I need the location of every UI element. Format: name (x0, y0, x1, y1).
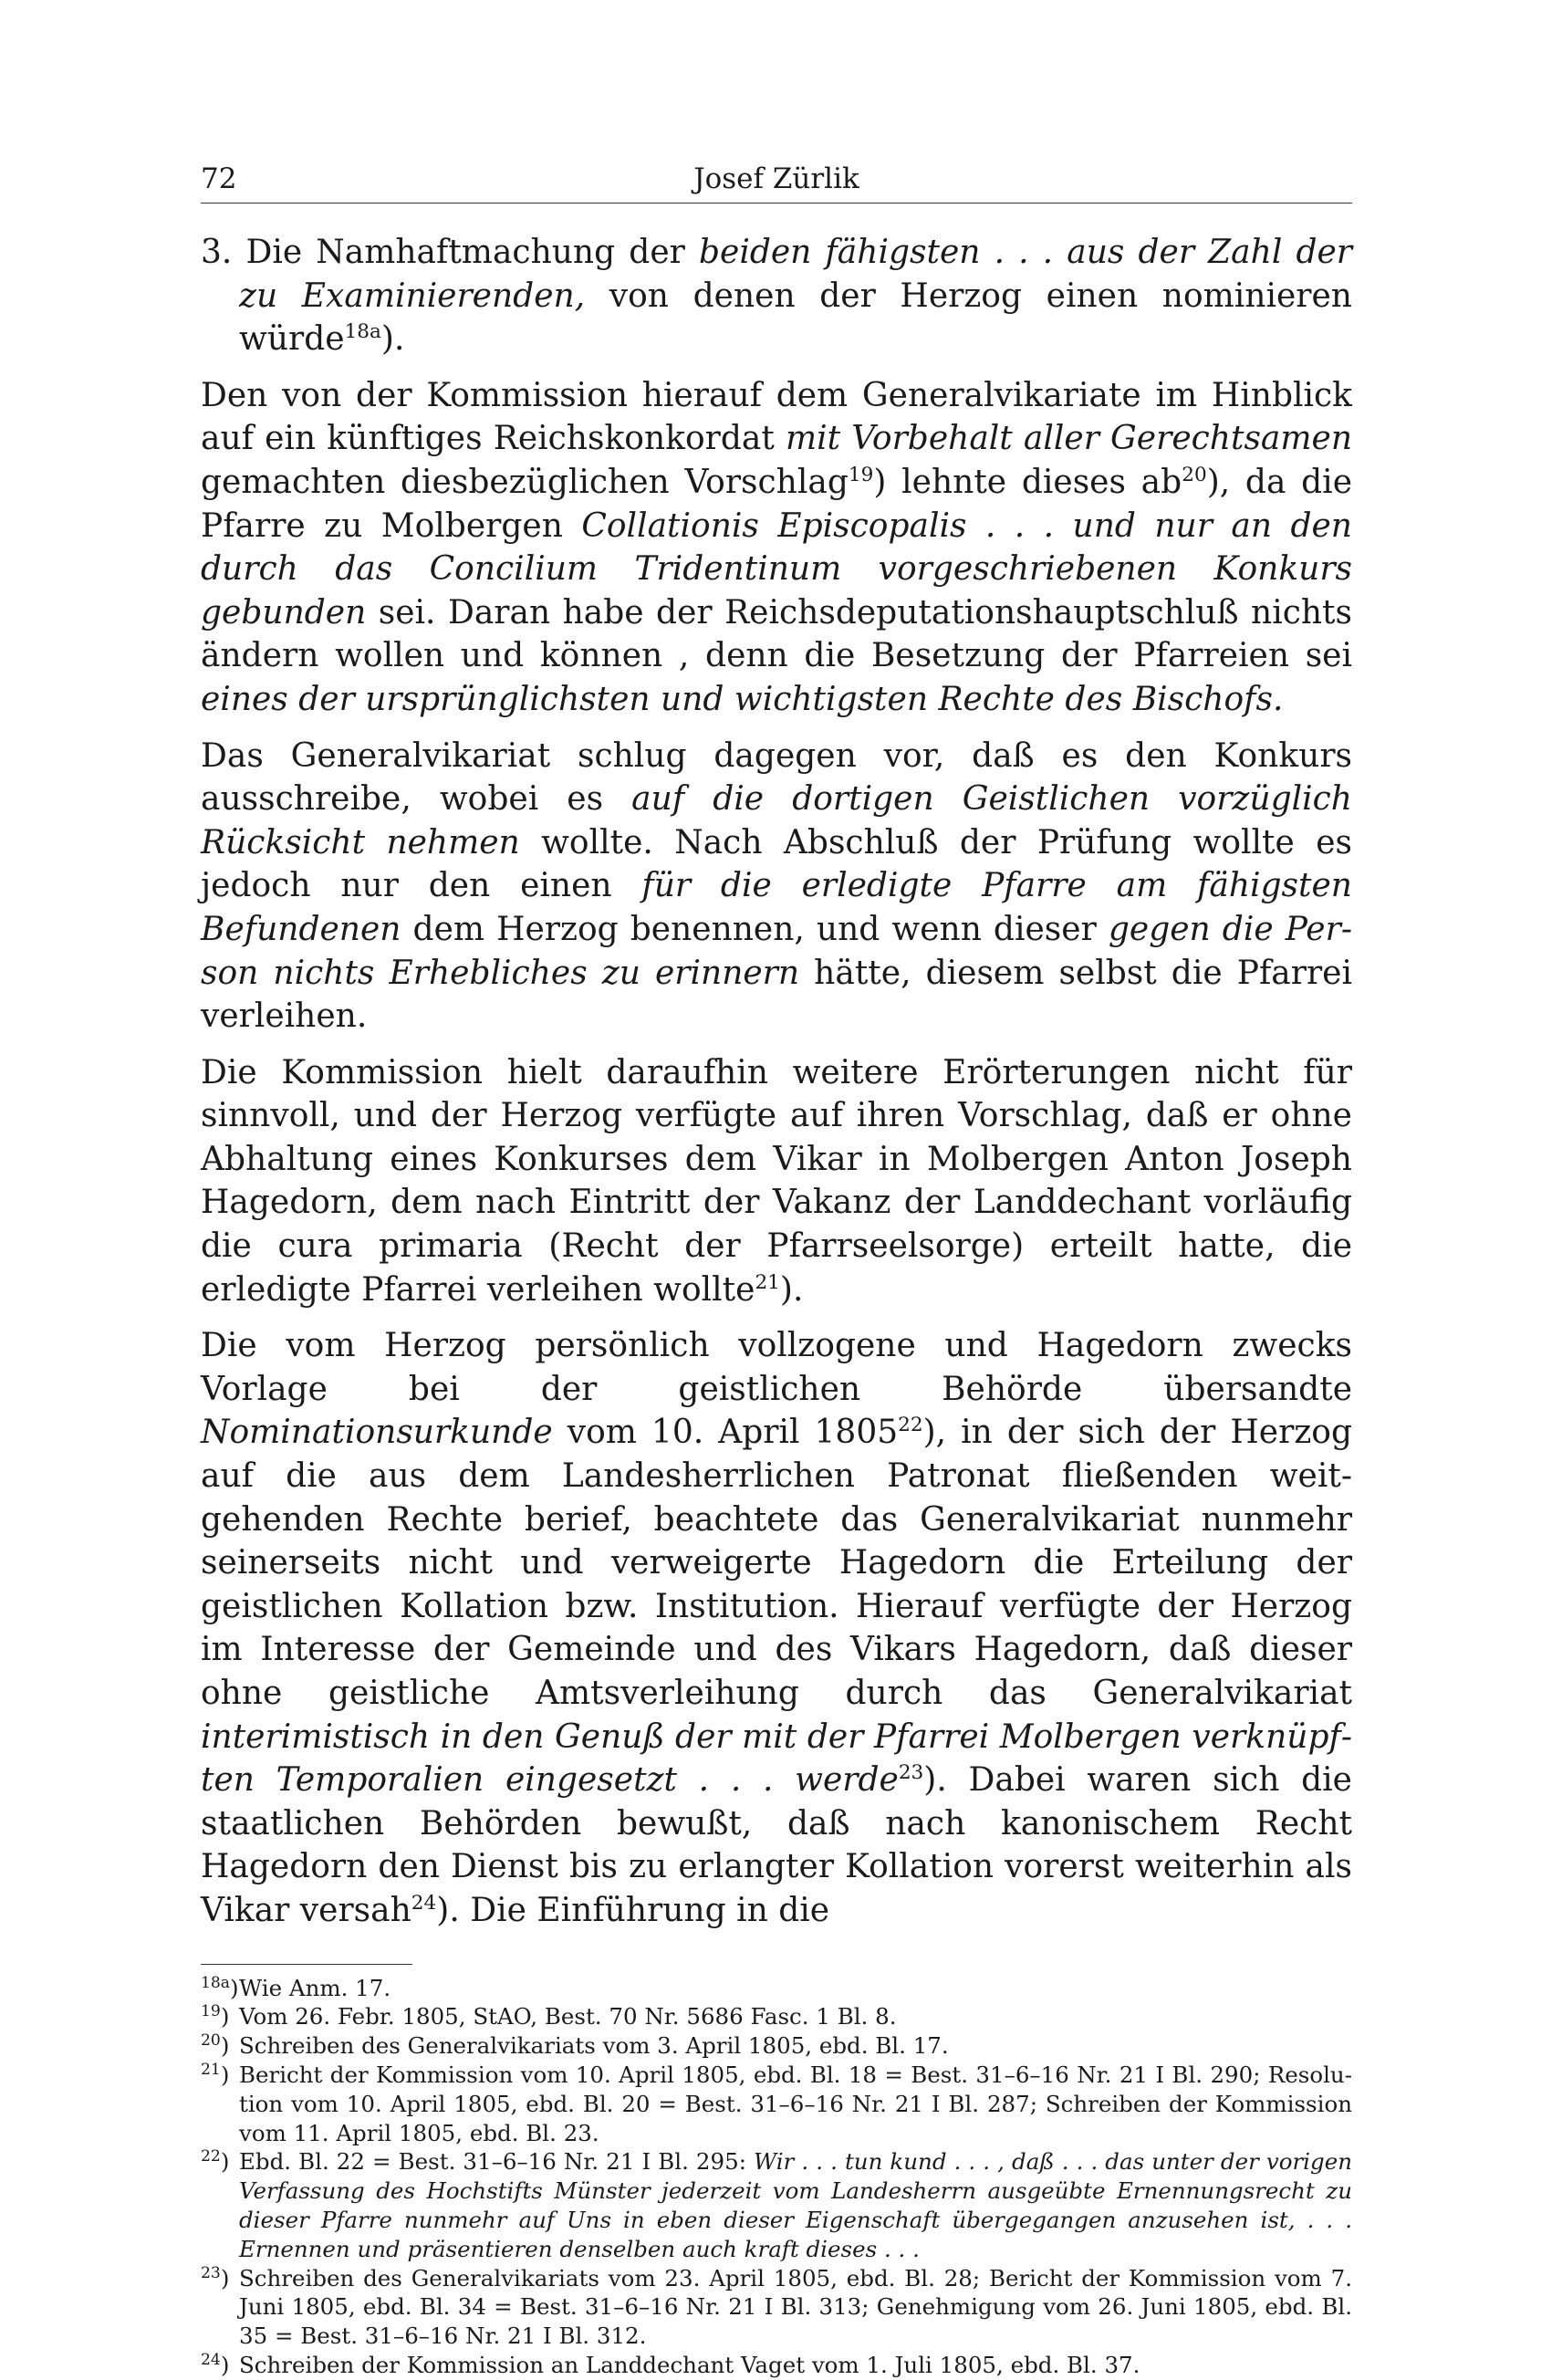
footnote-text (239, 2002, 1352, 2031)
footnote-ref: 23 (898, 1761, 924, 1785)
text-run: Vom 26. Febr. 1805, StAO, Best. 70 Nr. 5686 Fasc. 1 Bl. 8. (239, 2003, 897, 2030)
footnotes (201, 1974, 1352, 2380)
text-run: ). Die Einführung in die (436, 1891, 830, 1929)
text-run: Den von der Kommission hierauf dem Generalvikariate im Hinblick auf ein künftiges Reichskonkordat (201, 376, 1352, 458)
text-run: Das Generalvikariat schlug dagegen vor, daß es den Konkurs ausschreibe, wobei es (201, 736, 1352, 819)
text-run: Die vom Herzog persönlich vollzogene und Hagedorn zwecks Vorlage bei der geistlichen Behörde übersandte (201, 1327, 1352, 1408)
footnote-text (239, 2264, 1352, 2351)
footnote-mark: $^{19}$) (201, 2002, 230, 2030)
text-run: hätte, diesem selbst die Pfarrei verleihen. (201, 954, 1353, 1036)
text-run: Bericht der Kommission vom 10. April 1805, ebd. Bl. 18 = Best. 31–6–16 Nr. 21 I Bl. 290; Resolution vom 10. April 1805, ebd. Bl. 20 = Best. 31–6–16 Nr. 21 I Bl. 287; Schreiben der Kommission vom 11. April 1805, ebd. Bl. 23. (239, 2061, 1352, 2146)
italic-text: beiden fähigsten . . . aus der Zahl der zu Examinierenden, (239, 234, 1353, 315)
italic-text: auf die dortigen Geistlichen vorzüglich Rücksicht nehmen (201, 780, 1352, 861)
footnote-ref: 19 (848, 463, 874, 486)
footnote-mark: $^{21}$) (201, 2060, 230, 2088)
footnote-text (239, 2147, 1352, 2263)
footnote-text (239, 2351, 1352, 2380)
text-run: ). (380, 320, 405, 359)
footnote-number: 23 (201, 2263, 221, 2282)
text-run: Wie Anm. 17. (239, 1974, 391, 2001)
text-run: Die Kommission hielt daraufhin weitere Erörterungen nicht für sinnvoll, und der Herzog verfügte auf ihren Vorschlag, daß er ohne Abhaltung eines Konkurses dem Vikar in Molbergen Anton Joseph Hagedorn, dem nach Eintritt der Vakanz der Landdechant vorläufig die cura primaria (Recht der Pfarrseelsorge) erteilt hatte, die erledigte Pfarrei verleihen wollte (201, 1053, 1352, 1309)
italic-text: für die erledigte Pfarre am fähigsten Befundenen (201, 867, 1352, 948)
footnote-ref: 22 (898, 1414, 923, 1437)
italic-text: Collationis Episcopalis . . . und nur an den durch das Concilium Tridentinum vorgeschriebenen Konkurs gebunden (201, 506, 1352, 632)
paragraph (201, 374, 1352, 722)
footnote-mark: $^{22}$) (201, 2147, 230, 2176)
text-run: von denen der Herzog einen nominieren würde (239, 277, 1352, 359)
paragraph (201, 735, 1352, 1039)
paragraph (201, 231, 1352, 361)
text-run: Schreiben der Kommission an Landdechant Vaget vom 1. Juli 1805, ebd. Bl. 37. (239, 2351, 1140, 2378)
footnote-number: 21 (201, 2060, 221, 2079)
text-run: ). Dabei waren sich die staatlichen Behörden bewußt, daß nach kanonischem Recht Hagedorn den Dienst bis zu erlangter Kollation vorerst weiterhin als Vikar versah (201, 1761, 1352, 1929)
footnote (201, 2031, 1352, 2061)
body-text (201, 231, 1352, 1933)
text-run: ), in der sich der Herzog auf die aus dem Landesherrlichen Patronat fließenden weitgehenden Rechte berief, beachtete das Generalvikariat nunmehr seinerseits nicht und verweigerte Hagedorn die Erteilung der geistlichen Kollation bzw. Institution. Hierauf verfügte der Herzog im Interesse der Gemeinde und des Vikars Hagedorn, daß dieser ohne geistliche Amtsverleihung durch das Generalvikariat (201, 1414, 1353, 1712)
text-run: dem Herzog benennen, und wenn dieser (401, 910, 1109, 948)
paragraph (201, 1324, 1352, 1932)
text-run: Ebd. Bl. 22 = Best. 31–6–16 Nr. 21 I Bl. 295: (239, 2148, 755, 2176)
text-run: sei. Daran habe der Reichsdeputationshauptschluß nichts ändern wollen und können , denn die Besetzung der Pfarreien sei (201, 593, 1352, 675)
footnote-text (239, 1974, 1352, 2003)
footnote (201, 2002, 1352, 2031)
paragraph (201, 1051, 1352, 1312)
footnote (201, 1974, 1352, 2003)
footnote-mark: $^{24}$) (201, 2350, 230, 2378)
footnote-ref: 20 (1182, 463, 1207, 486)
footnote-mark: $^{20}$) (201, 2031, 230, 2060)
footnote-number: 20 (201, 2031, 221, 2050)
italic-text: eines der ursprünglichsten und wichtigsten Rechte des Bischofs. (201, 680, 1284, 718)
footnote-number: 22 (201, 2147, 221, 2166)
footnote-text (239, 2061, 1352, 2147)
footnote-number: 19 (201, 2002, 221, 2021)
text-run: vom 10. April 1805 (552, 1414, 899, 1452)
footnote-number: 18a (201, 1973, 231, 1992)
italic-text: gegen die Person nichts Erhebliches zu erinnern (201, 910, 1352, 992)
text-run: 3. Die Namhaftmachung der (201, 234, 699, 271)
footnote (201, 2351, 1352, 2380)
footnote-number: 24 (201, 2350, 221, 2369)
page (201, 155, 1352, 2380)
footnote-mark: $^{18a}$) (201, 1973, 239, 2001)
footnote-ref: 18a (344, 320, 381, 344)
page-number: 72 (201, 162, 237, 195)
text-run: wollte. Nach Abschluß der Prüfung wollte es jedoch nur den einen (201, 823, 1352, 905)
italic-text: mit Vorbehalt aller Gerechtsamen (785, 420, 1353, 458)
footnote-mark: $^{23}$) (201, 2263, 230, 2291)
italic-text: Wir . . . tun kund . . . , daß . . . das unter der vorigen Verfassung des Hochstifts Münster jederzeit vom Landesherrn ausgeübte Ernennungsrecht zu dieser Pfarre nunmehr auf Uns in eben dieser Eigenschaft übergegangen anzusehen ist, . . . Ernennen und präsentieren denselben auch kraft dieses . . . (239, 2148, 1352, 2262)
text-run: ). (779, 1270, 804, 1309)
footnote (201, 2061, 1352, 2147)
running-header (201, 155, 1352, 204)
text-run: ), da die Pfarre zu Molbergen (201, 463, 1353, 545)
text-run: Schreiben des Generalvikariats vom 3. April 1805, ebd. Bl. 17. (239, 2032, 949, 2060)
text-run: Schreiben des Generalvikariats vom 23. April 1805, ebd. Bl. 28; Bericht der Kommission vom 7. Juni 1805, ebd. Bl. 34 = Best. 31–6–16 Nr. 21 I Bl. 313; Genehmigung vom 26. Juni 1805, ebd. Bl. 35 = Best. 31–6–16 Nr. 21 I Bl. 312. (239, 2264, 1352, 2350)
running-title: Josef Zürlik (693, 162, 859, 195)
footnote (201, 2147, 1352, 2263)
italic-text: Nominationsurkunde (201, 1414, 553, 1452)
footnote-text (239, 2031, 1352, 2061)
italic-text: interimistisch in den Genuß der mit der Pfarrei Molbergen verknüpften Temporalien eingesetzt . . . werde (201, 1717, 1352, 1800)
text-run: ) lehnte dieses ab (873, 463, 1182, 501)
footnote-divider (201, 1964, 412, 1965)
footnote-ref: 24 (411, 1891, 437, 1915)
footnote (201, 2264, 1352, 2351)
text-run: gemachten diesbezüglichen Vorschlag (201, 463, 849, 501)
footnote-ref: 21 (755, 1270, 780, 1294)
